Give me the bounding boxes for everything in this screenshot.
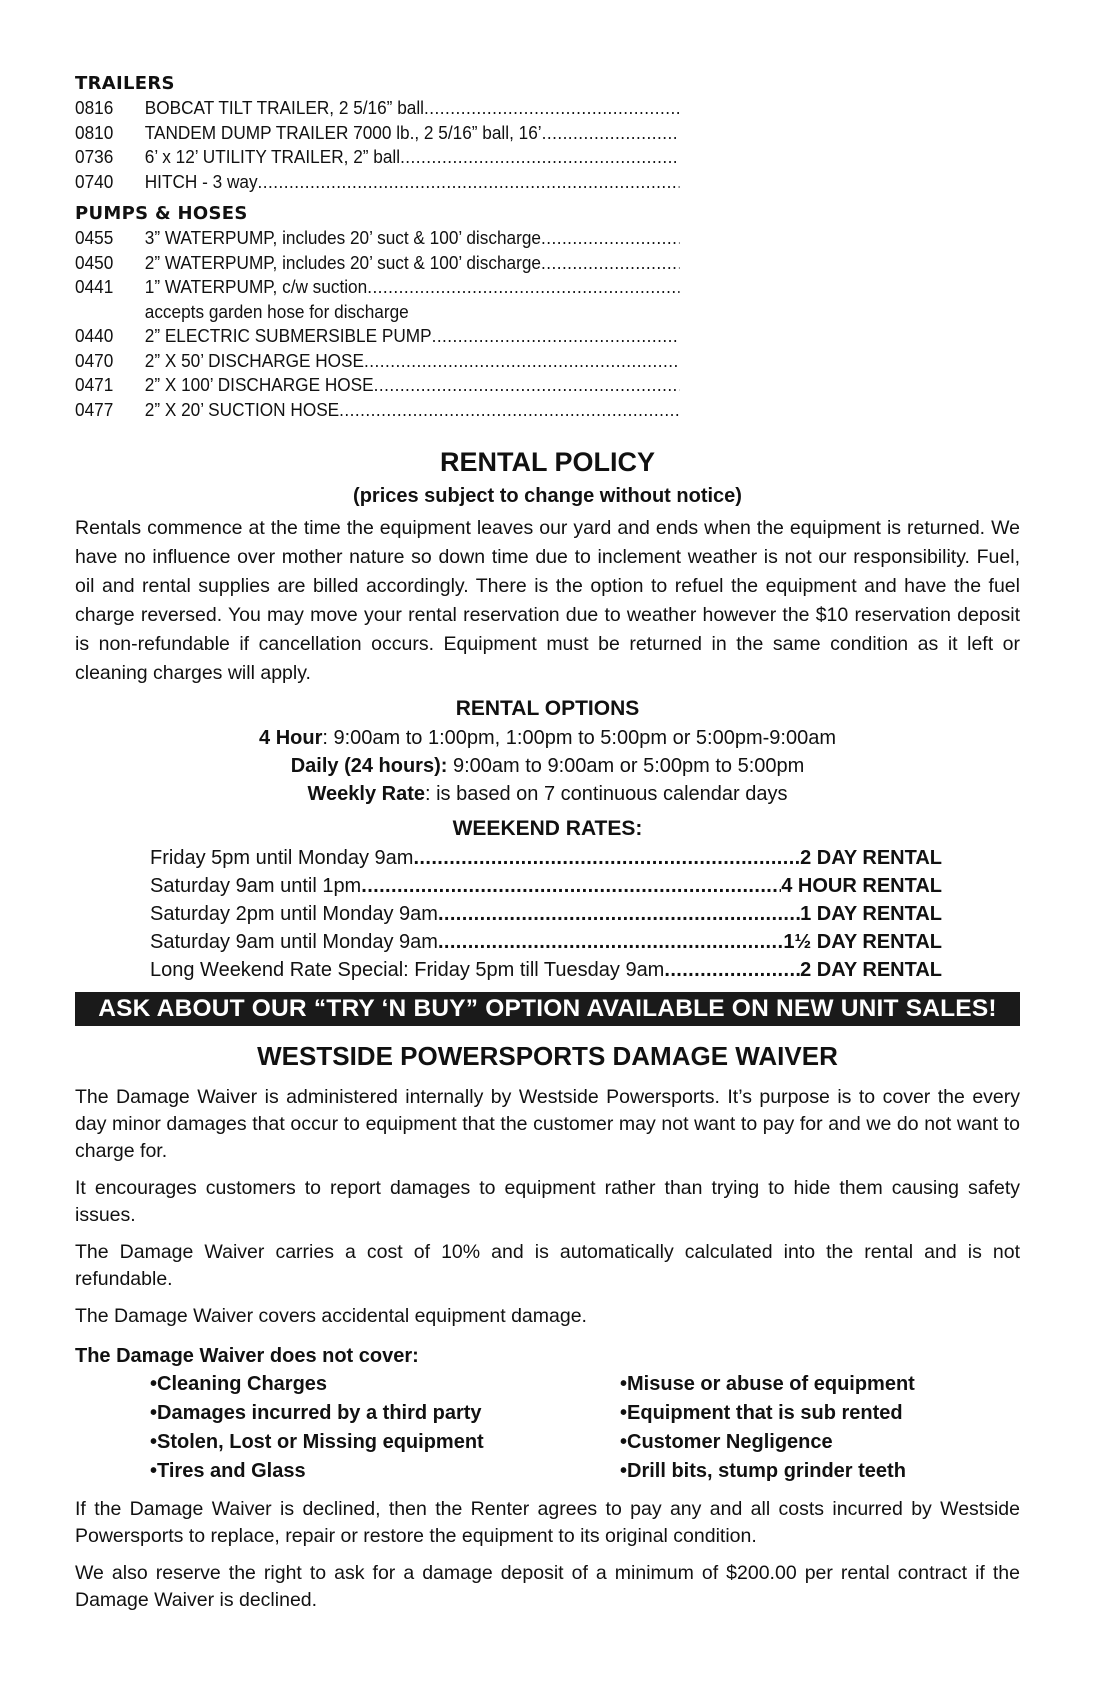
option-text: : is based on 7 continuous calendar days [425,783,788,805]
trailers-heading: TRAILERS [75,73,175,94]
waiver-paragraph: The Damage Waiver covers accidental equipment damage. [75,1305,587,1327]
rate-label: Saturday 9am until 1pm [150,875,362,897]
rate-value: 2 DAY RENTAL [800,847,942,869]
list-item [75,170,680,195]
list-item [75,349,680,374]
dot-leader [339,398,679,423]
item-code: 0736 [75,146,114,167]
dot-leader [664,956,800,984]
dot-leader [364,349,679,374]
list-item: • Cleaning Charges [150,1370,620,1399]
option-line [75,752,1020,780]
rate-label: Saturday 9am until Monday 9am [150,931,438,953]
item-code [75,300,145,325]
rate-value: 2 DAY RENTAL [800,959,942,981]
rate-value: 1½ DAY RENTAL [783,931,942,953]
list-item [75,275,680,300]
waiver-paragraph: We also reserve the right to ask for a damage deposit of a minimum of $200.00 per rental contract if the Damage Waiver is declined. [75,1562,1020,1611]
rate-row [150,844,942,872]
item-desc: TANDEM DUMP TRAILER 7000 lb., 2 5/16” ball, 16’ [144,121,542,143]
waiver-paragraph: The Damage Waiver is administered internally by Westside Powersports. It’s purpose is to cover the every day minor damages that occur to equipment that the customer may not want to pay for and we do not want to charge for. [75,1086,1020,1162]
list-item: • Drill bits, stump grinder teeth [620,1457,1020,1486]
waiver-paragraph: It encourages customers to report damages to equipment rather than trying to hide them causing safety issues. [75,1177,1020,1226]
list-item-note [75,300,680,325]
dot-leader [361,872,781,900]
list-item [75,226,680,251]
option-label: Weekly Rate [307,783,425,805]
pumps-heading: PUMPS & HOSES [75,203,248,224]
item-desc: HITCH - 3 way [144,170,258,192]
option-line [75,724,1020,752]
item-code: 0455 [75,227,114,248]
option-text: 9:00am to 9:00am or 5:00pm to 5:00pm [447,755,805,777]
item-code: 0477 [75,398,114,420]
item-code: 0441 [75,276,114,297]
list-item: • Stolen, Lost or Missing equipment [150,1428,620,1457]
damage-waiver-title: WESTSIDE POWERSPORTS DAMAGE WAIVER [257,1041,838,1071]
dot-leader [413,844,800,872]
item-desc: 2” WATERPUMP, includes 20’ suct & 100’ discharge [144,251,541,273]
item-code: 0470 [75,349,114,371]
list-item: • Misuse or abuse of equipment [620,1370,1020,1399]
rate-row [150,928,942,956]
rental-policy-body: Rentals commence at the time the equipment leaves our yard and ends when the equipment is returned. We have no influence over mother nature so down time due to inclement weather is not our responsibility. Fuel, oil and rental supplies are billed accordingly. There is the option to refuel the equipment and have the fuel charge reversed. You may move your rental reservation due to weather however the $10 reservation deposit is non-refundable if cancellation occurs. Equipment must be returned in the same condition as it left or cleaning charges will apply. [75,517,1020,684]
rate-value: 1 DAY RENTAL [800,903,942,925]
item-code: 0816 [75,97,114,118]
dot-leader [541,251,680,276]
item-code: 0810 [75,121,114,143]
item-desc: 1” WATERPUMP, c/w suction [144,276,368,297]
item-desc: 2” X 20’ SUCTION HOSE [144,398,340,420]
dot-leader [424,96,680,121]
rate-row [150,956,942,984]
item-desc: 2” X 50’ DISCHARGE HOSE [144,349,365,371]
list-item [75,251,680,276]
item-desc: 2” X 100’ DISCHARGE HOSE [144,374,374,395]
dot-leader [438,900,800,928]
item-desc: 2” ELECTRIC SUBMERSIBLE PUMP [144,325,432,346]
list-item [75,398,680,423]
rate-label: Long Weekend Rate Special: Friday 5pm till Tuesday 9am [150,959,665,981]
rate-label: Saturday 2pm until Monday 9am [150,903,438,925]
rental-page [75,72,1020,1614]
item-code: 0440 [75,325,114,346]
weekend-rates-heading: WEEKEND RATES: [452,817,643,840]
item-code: 0740 [75,170,114,192]
option-label: Daily (24 hours): [290,755,448,777]
dot-leader [542,121,680,146]
rate-row [150,900,942,928]
list-item: • Damages incurred by a third party [150,1399,620,1428]
option-text: : 9:00am to 1:00pm, 1:00pm to 5:00pm or 5:00pm-9:00am [322,727,836,749]
not-cover-heading: The Damage Waiver does not cover: [75,1345,419,1367]
list-item [75,373,680,398]
item-desc: 3” WATERPUMP, includes 20’ suct & 100’ discharge [144,227,541,248]
list-item [75,145,680,170]
list-item: • Customer Negligence [620,1428,1020,1457]
item-desc: 6’ x 12’ UTILITY TRAILER, 2” ball [144,146,401,167]
dot-leader [374,373,680,398]
rental-policy-subtitle: (prices subject to change without notice) [353,485,742,507]
list-item: • Tires and Glass [150,1457,620,1486]
trailers-list [75,96,1020,194]
pumps-list [75,226,1020,422]
not-cover-list [150,1370,1020,1486]
dot-leader [400,145,679,170]
rate-row [150,872,942,900]
rate-value: 4 HOUR RENTAL [781,875,942,897]
item-desc: BOBCAT TILT TRAILER, 2 5/16” ball [144,97,424,118]
list-item [75,324,680,349]
try-n-buy-banner: ASK ABOUT OUR “TRY ‘N BUY” OPTION AVAILABLE ON NEW UNIT SALES! [75,992,1020,1026]
item-code: 0471 [75,374,114,395]
dot-leader [367,275,679,300]
list-item: • Equipment that is sub rented [620,1399,1020,1428]
waiver-paragraph: The Damage Waiver carries a cost of 10% and is automatically calculated into the rental and is not refundable. [75,1241,1020,1290]
list-item [75,96,680,121]
option-label: 4 Hour [259,727,323,749]
rental-options-heading: RENTAL OPTIONS [455,697,640,720]
rental-policy-title: RENTAL POLICY [439,447,655,477]
dot-leader [432,324,680,349]
dot-leader [438,928,783,956]
option-line [75,780,1020,808]
dot-leader [541,226,680,251]
dot-leader [258,170,680,195]
rate-label: Friday 5pm until Monday 9am [150,847,414,869]
item-desc: accepts garden hose for discharge [144,300,409,322]
list-item [75,121,680,146]
waiver-paragraph: If the Damage Waiver is declined, then the Renter agrees to pay any and all costs incurred by Westside Powersports to replace, repair or restore the equipment to its original condition. [75,1498,1020,1547]
item-code: 0450 [75,251,114,273]
